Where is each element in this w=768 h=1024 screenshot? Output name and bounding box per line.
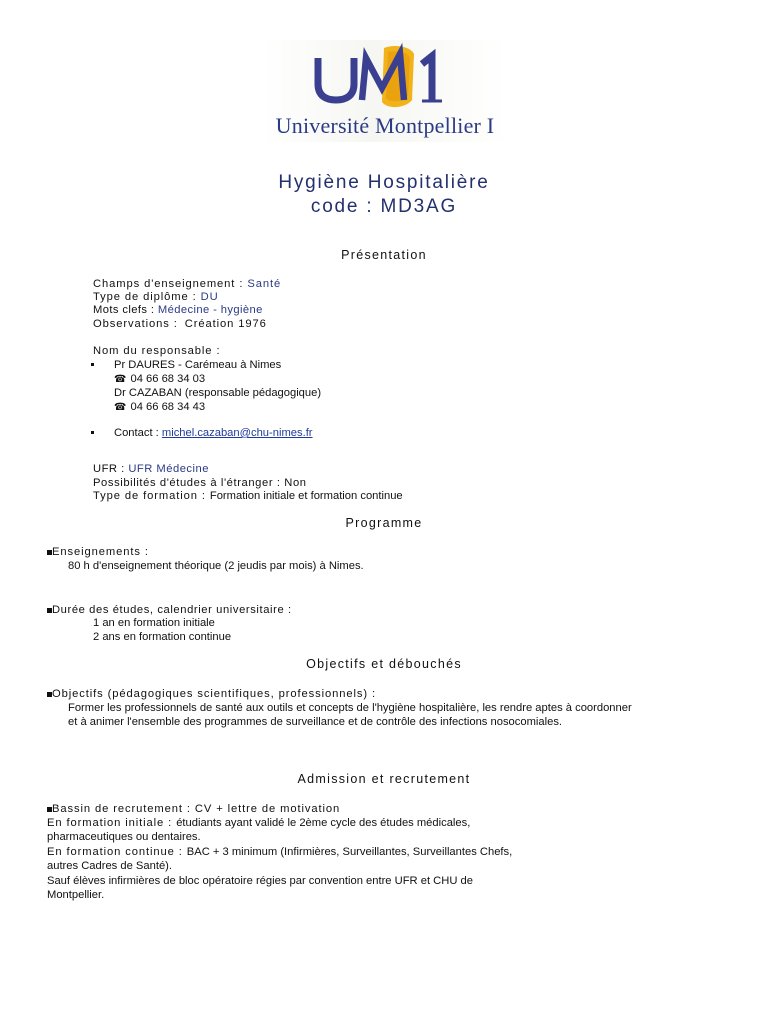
bassin-label: Bassin de recrutement : [52, 803, 195, 815]
formation-continue-row [47, 846, 512, 860]
etranger-row [93, 477, 307, 491]
duree-line-2: 2 ans en formation continue [93, 631, 232, 643]
etranger-value: Non [284, 477, 307, 489]
university-logo [262, 40, 508, 142]
type-formation-label: Type de formation : [93, 490, 210, 502]
responsable-2-name: Dr CAZABAN (responsable pédagogique) [114, 387, 322, 399]
contact-email-link[interactable]: michel.cazaban@chu-nimes.fr [161, 427, 313, 439]
bullet [91, 431, 94, 434]
observations-row [93, 318, 267, 332]
type-formation-value: Formation initiale et formation continue [209, 490, 403, 502]
contact-label: Contact : [114, 427, 162, 439]
formation-initiale-value: étudiants ayant validé le 2ème cycle des études médicales, [176, 817, 471, 829]
section-heading-objectifs: Objectifs et débouchés [306, 657, 462, 671]
section-heading-admission: Admission et recrutement [297, 772, 471, 786]
mots-clefs-label: Mots clefs : [93, 304, 158, 316]
champs-row [93, 278, 281, 292]
etranger-label: Possibilités d'études à l'étranger : [93, 477, 285, 489]
enseignements-label: Enseignements : [52, 546, 149, 558]
section-heading-presentation: Présentation [341, 248, 427, 262]
sauf-line-1: Sauf élèves infirmières de bloc opératoire régies par convention entre UFR et CHU de [47, 875, 473, 887]
type-diplome-label: Type de diplôme : [93, 291, 201, 303]
mots-clefs-row [93, 304, 263, 318]
ufr-label: UFR : [93, 463, 129, 475]
mots-clefs-value: Médecine - hygiène [157, 304, 263, 316]
responsable-2-phone: 04 66 68 34 43 [130, 401, 206, 413]
phone-icon: ☎ [114, 402, 127, 413]
bassin-row [52, 803, 340, 817]
phone-icon: ☎ [114, 374, 127, 385]
um1-logo-mark [262, 40, 508, 120]
diploma-code: code : MD3AG [310, 196, 458, 217]
sauf-line-2: Montpellier. [47, 889, 105, 901]
objectifs-label: Objectifs (pédagogiques scientifiques, professionnels) : [52, 688, 377, 700]
ufr-value: UFR Médecine [128, 463, 209, 475]
responsable-label: Nom du responsable : [93, 345, 221, 357]
champs-value: Santé [247, 278, 282, 290]
formation-continue-line-2: autres Cadres de Santé). [47, 860, 172, 872]
ufr-row [93, 463, 209, 477]
formation-continue-value: BAC + 3 minimum (Infirmières, Surveillantes, Surveillantes Chefs, [186, 846, 513, 858]
type-formation-row [93, 490, 403, 504]
enseignements-text: 80 h d'enseignement théorique (2 jeudis par mois) à Nimes. [68, 560, 364, 572]
observations-value: Création 1976 [184, 318, 267, 330]
section-heading-programme: Programme [345, 516, 423, 530]
observations-label: Observations : [93, 318, 182, 330]
formation-initiale-label: En formation initiale : [47, 817, 177, 829]
type-diplome-row [93, 291, 219, 305]
duree-line-1: 1 an en formation initiale [93, 617, 215, 629]
formation-initiale-row [47, 817, 470, 831]
champs-label: Champs d'enseignement : [93, 278, 248, 290]
diploma-title: Hygiène Hospitalière [278, 172, 490, 193]
duree-label: Durée des études, calendrier universitaire : [52, 604, 292, 616]
formation-continue-label: En formation continue : [47, 846, 187, 858]
type-diplome-value: DU [200, 291, 219, 303]
responsable-1-phone: 04 66 68 34 03 [130, 373, 206, 385]
bullet [91, 363, 94, 366]
objectifs-line-2: et à animer l'ensemble des programmes de surveillance et de contrôle des infections nosocomiales. [68, 716, 563, 728]
university-name: Université Montpellier I [275, 113, 495, 138]
objectifs-line-1: Former les professionnels de santé aux outils et concepts de l'hygiène hospitalière, les rendre aptes à coordonner [68, 702, 632, 714]
responsable-1-name: Pr DAURES - Carémeau à Nimes [114, 359, 282, 371]
contact-row [114, 427, 313, 441]
formation-initiale-line-2: pharmaceutiques ou dentaires. [47, 831, 201, 843]
responsable-2-phone-row [114, 401, 205, 415]
bassin-value: CV + lettre de motivation [194, 803, 341, 815]
responsable-1-phone-row [114, 373, 205, 387]
